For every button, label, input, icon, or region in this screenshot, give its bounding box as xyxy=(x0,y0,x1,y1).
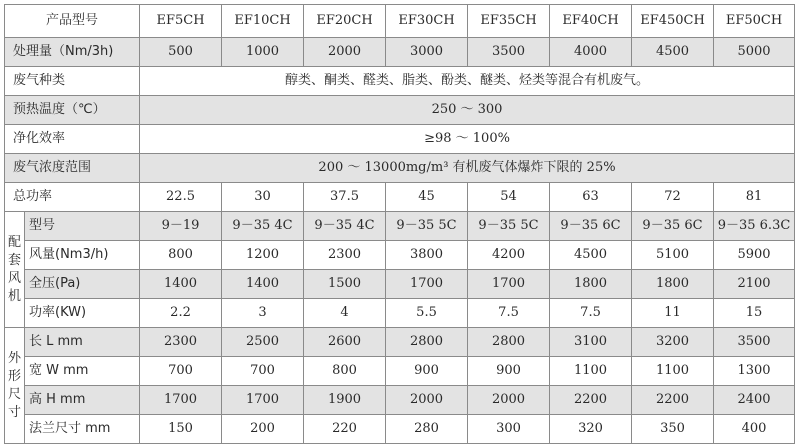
dim-flange-cell: 320 xyxy=(550,415,632,444)
efficiency-value: ≥98 ～ 100% xyxy=(140,125,795,154)
total-power-cell: 37.5 xyxy=(304,183,386,212)
fan-model-cell: 9－35 6C xyxy=(632,212,714,241)
dim-flange-row xyxy=(5,415,795,444)
fan-pressure-cell: 1400 xyxy=(140,270,222,299)
fan-pressure-row xyxy=(5,270,795,299)
fan-airflow-row xyxy=(5,241,795,270)
throughput-cell: 4500 xyxy=(632,38,714,67)
dim-flange-cell: 400 xyxy=(714,415,795,444)
dim-flange-label: 法兰尺寸 mm xyxy=(25,415,140,444)
fan-pressure-cell: 1700 xyxy=(386,270,468,299)
fan-airflow-cell: 4500 xyxy=(550,241,632,270)
model-cell: EF5CH xyxy=(140,5,222,38)
throughput-cell: 4000 xyxy=(550,38,632,67)
fan-pressure-cell: 1800 xyxy=(632,270,714,299)
fan-power-cell: 11 xyxy=(632,299,714,328)
preheat-label: 预热温度（℃） xyxy=(5,96,140,125)
dim-width-cell: 900 xyxy=(468,357,550,386)
dim-length-cell: 3200 xyxy=(632,328,714,357)
fan-airflow-cell: 800 xyxy=(140,241,222,270)
fan-model-cell: 9－19 xyxy=(140,212,222,241)
efficiency-label: 净化效率 xyxy=(5,125,140,154)
throughput-cell: 3500 xyxy=(468,38,550,67)
fan-model-row xyxy=(5,212,795,241)
fan-group-label: 配 套 风 机 xyxy=(5,212,25,328)
fan-power-cell: 15 xyxy=(714,299,795,328)
fan-model-cell: 9－35 4C xyxy=(304,212,386,241)
fan-pressure-cell: 1700 xyxy=(468,270,550,299)
dim-height-row xyxy=(5,386,795,415)
dim-height-cell: 1700 xyxy=(140,386,222,415)
gas-types-label: 废气种类 xyxy=(5,67,140,96)
dim-flange-cell: 300 xyxy=(468,415,550,444)
dim-height-cell: 2000 xyxy=(386,386,468,415)
dim-width-cell: 1100 xyxy=(632,357,714,386)
total-power-cell: 45 xyxy=(386,183,468,212)
throughput-cell: 500 xyxy=(140,38,222,67)
total-power-cell: 30 xyxy=(222,183,304,212)
model-cell: EF50CH xyxy=(714,5,795,38)
dim-width-row xyxy=(5,357,795,386)
total-power-label: 总功率 xyxy=(5,183,140,212)
fan-pressure-cell: 1500 xyxy=(304,270,386,299)
throughput-cell: 3000 xyxy=(386,38,468,67)
spec-table xyxy=(4,4,795,444)
header-row xyxy=(5,5,795,38)
fan-power-cell: 3 xyxy=(222,299,304,328)
dim-width-cell: 700 xyxy=(140,357,222,386)
fan-pressure-cell: 1800 xyxy=(550,270,632,299)
dim-flange-cell: 350 xyxy=(632,415,714,444)
concentration-value: 200 ～ 13000mg/m³ 有机废气体爆炸下限的 25% xyxy=(140,154,795,183)
fan-airflow-cell: 5100 xyxy=(632,241,714,270)
gas-types-value: 醇类、酮类、醛类、脂类、酚类、醚类、烃类等混合有机废气。 xyxy=(140,67,795,96)
dim-length-cell: 2800 xyxy=(468,328,550,357)
dim-width-cell: 1100 xyxy=(550,357,632,386)
fan-airflow-label: 风量(Nm3/h) xyxy=(25,241,140,270)
dim-length-cell: 2600 xyxy=(304,328,386,357)
dim-height-cell: 2400 xyxy=(714,386,795,415)
dim-flange-cell: 220 xyxy=(304,415,386,444)
dim-flange-cell: 150 xyxy=(140,415,222,444)
throughput-cell: 1000 xyxy=(222,38,304,67)
efficiency-row xyxy=(5,125,795,154)
fan-pressure-label: 全压(Pa) xyxy=(25,270,140,299)
dim-height-label: 高 H mm xyxy=(25,386,140,415)
fan-airflow-cell: 5900 xyxy=(714,241,795,270)
dim-length-cell: 3500 xyxy=(714,328,795,357)
model-cell: EF10CH xyxy=(222,5,304,38)
fan-pressure-cell: 2100 xyxy=(714,270,795,299)
total-power-cell: 54 xyxy=(468,183,550,212)
total-power-row xyxy=(5,183,795,212)
fan-model-cell: 9－35 6.3C xyxy=(714,212,795,241)
fan-power-cell: 7.5 xyxy=(550,299,632,328)
fan-model-cell: 9－35 5C xyxy=(386,212,468,241)
dim-width-cell: 1300 xyxy=(714,357,795,386)
dim-length-cell: 3100 xyxy=(550,328,632,357)
fan-airflow-cell: 4200 xyxy=(468,241,550,270)
total-power-cell: 22.5 xyxy=(140,183,222,212)
preheat-value: 250 ～ 300 xyxy=(140,96,795,125)
fan-model-label: 型号 xyxy=(25,212,140,241)
dim-length-label: 长 L mm xyxy=(25,328,140,357)
dim-length-cell: 2300 xyxy=(140,328,222,357)
header-label: 产品型号 xyxy=(5,5,140,38)
model-cell: EF450CH xyxy=(632,5,714,38)
dim-width-cell: 900 xyxy=(386,357,468,386)
total-power-cell: 72 xyxy=(632,183,714,212)
total-power-cell: 81 xyxy=(714,183,795,212)
dim-flange-cell: 280 xyxy=(386,415,468,444)
gas-types-row xyxy=(5,67,795,96)
total-power-cell: 63 xyxy=(550,183,632,212)
dims-group-label: 外 形 尺 寸 xyxy=(5,328,25,444)
fan-airflow-cell: 2300 xyxy=(304,241,386,270)
throughput-cell: 5000 xyxy=(714,38,795,67)
model-cell: EF20CH xyxy=(304,5,386,38)
fan-power-cell: 2.2 xyxy=(140,299,222,328)
dim-width-label: 宽 W mm xyxy=(25,357,140,386)
fan-power-cell: 4 xyxy=(304,299,386,328)
dim-height-cell: 2200 xyxy=(632,386,714,415)
fan-power-row xyxy=(5,299,795,328)
throughput-label: 处理量（Nm/3h) xyxy=(5,38,140,67)
fan-power-cell: 7.5 xyxy=(468,299,550,328)
fan-power-cell: 5.5 xyxy=(386,299,468,328)
dim-width-cell: 700 xyxy=(222,357,304,386)
dim-flange-cell: 200 xyxy=(222,415,304,444)
dim-height-cell: 2000 xyxy=(468,386,550,415)
fan-airflow-cell: 3800 xyxy=(386,241,468,270)
fan-power-label: 功率(KW) xyxy=(25,299,140,328)
concentration-row xyxy=(5,154,795,183)
dim-length-cell: 2500 xyxy=(222,328,304,357)
dim-height-cell: 1900 xyxy=(304,386,386,415)
fan-airflow-cell: 1200 xyxy=(222,241,304,270)
model-cell: EF35CH xyxy=(468,5,550,38)
dim-length-cell: 2800 xyxy=(386,328,468,357)
dim-height-cell: 2200 xyxy=(550,386,632,415)
fan-pressure-cell: 1400 xyxy=(222,270,304,299)
model-cell: EF30CH xyxy=(386,5,468,38)
concentration-label: 废气浓度范围 xyxy=(5,154,140,183)
fan-model-cell: 9－35 5C xyxy=(468,212,550,241)
fan-model-cell: 9－35 6C xyxy=(550,212,632,241)
dim-length-row xyxy=(5,328,795,357)
throughput-row xyxy=(5,38,795,67)
dim-width-cell: 800 xyxy=(304,357,386,386)
throughput-cell: 2000 xyxy=(304,38,386,67)
dim-height-cell: 1700 xyxy=(222,386,304,415)
preheat-row xyxy=(5,96,795,125)
model-cell: EF40CH xyxy=(550,5,632,38)
fan-model-cell: 9－35 4C xyxy=(222,212,304,241)
